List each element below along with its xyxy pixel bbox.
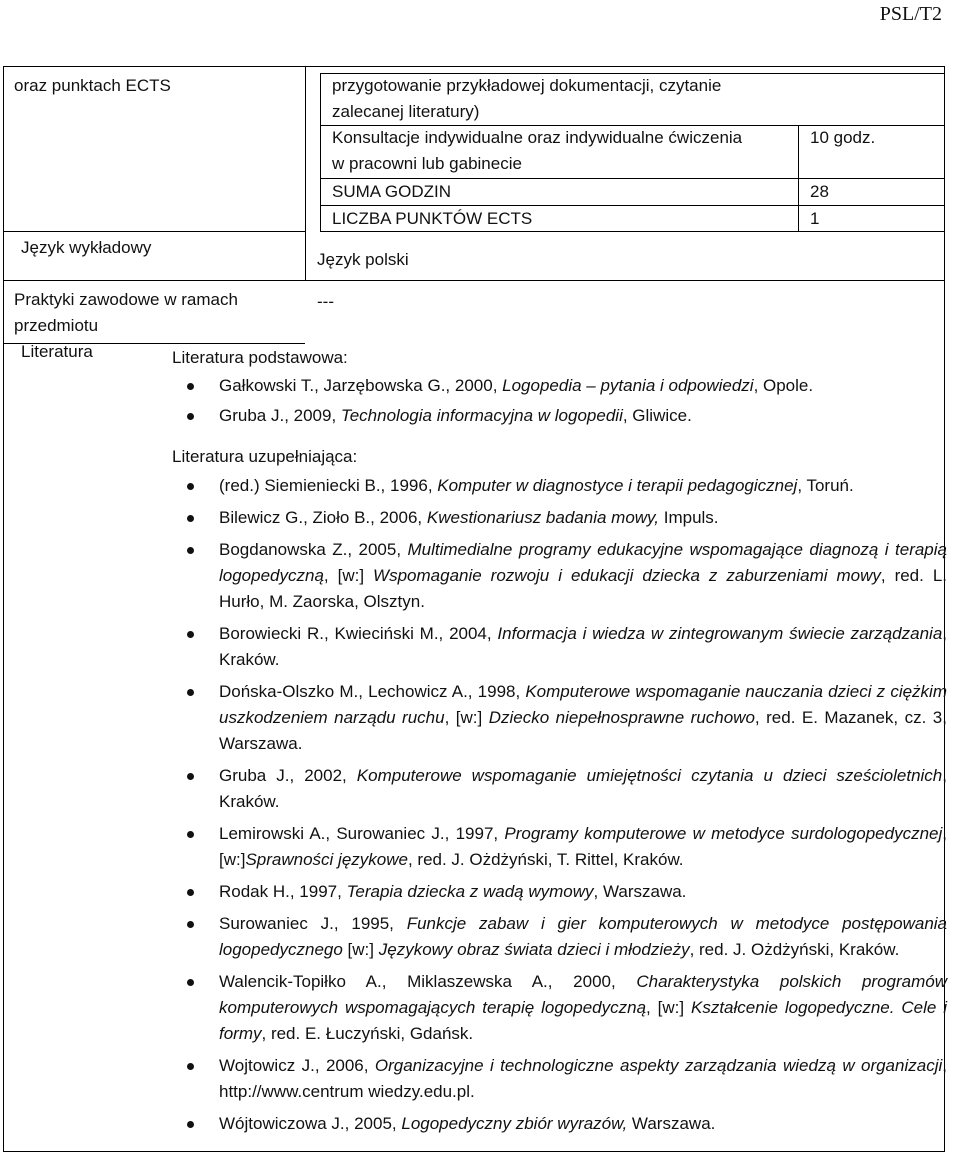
item-title: Sprawności językowe <box>245 850 408 869</box>
item-text: Dońska-Olszko M., Lechowicz A., 1998, <box>219 682 526 701</box>
item-text: , [w:] <box>219 824 947 869</box>
item-text: Warszawa. <box>627 1114 716 1133</box>
literature-item <box>172 403 947 429</box>
supplementary-literature-list <box>172 473 947 1137</box>
item-title: Funkcje zabaw i gier komputerowych w metodyce postępowania logopedycznego <box>219 914 948 959</box>
item-title: Komputer w diagnostyce i terapii pedagogicznej <box>437 476 798 495</box>
item-title: Komputerowe wspomaganie umiejętności czytania u dzieci sześcioletnich <box>356 766 943 785</box>
practice-label-line2: przedmiotu <box>14 316 99 335</box>
item-text: Wójtowiczowa J., 2005, <box>219 1114 402 1133</box>
literature-item <box>172 1053 947 1105</box>
item-text: , [w:] <box>444 708 489 727</box>
bullet-icon <box>187 921 194 928</box>
item-text: , Gliwice. <box>622 406 692 425</box>
literature-item <box>172 373 947 399</box>
ects-label: oraz punktach ECTS <box>14 76 171 95</box>
item-text: Bilewicz G., Zioło B., 2006, <box>219 508 427 527</box>
item-text: Surowaniec J., 1995, <box>219 914 407 933</box>
basic-literature-heading: Literatura podstawowa: <box>172 348 348 367</box>
bullet-icon <box>187 413 194 420</box>
consult-line1: Konsultacje indywidualne oraz indywidualne ćwiczenia <box>332 128 743 147</box>
bullet-icon <box>187 547 194 554</box>
item-text: , [w:] <box>646 998 691 1017</box>
bullet-icon <box>187 383 194 390</box>
practice-label-line1: Praktyki zawodowe w ramach <box>14 290 238 309</box>
item-text: , Kraków. <box>219 624 948 669</box>
item-text: , Warszawa. <box>593 882 687 901</box>
literature-item <box>172 969 947 1047</box>
literature-item <box>172 1111 947 1137</box>
item-title: Charakterystyka polskich programów komputerowych wspomagających terapię logopedyczną <box>219 972 947 1017</box>
item-text: Bogdanowska Z., 2005, <box>219 540 408 559</box>
item-title: Technologia informacyjna w logopedii <box>340 406 623 425</box>
ects-points-value: 1 <box>810 209 820 228</box>
language-value: Język polski <box>317 250 409 269</box>
item-text: , red. J. Ożdżyński, Kraków. <box>689 940 900 959</box>
item-text: [w:] <box>342 940 379 959</box>
item-title: Kwestionariusz badania mowy, <box>426 508 660 527</box>
consult-hours: 10 godz. <box>810 128 876 147</box>
item-text: Rodak H., 1997, <box>219 882 347 901</box>
ects-points-label: LICZBA PUNKTÓW ECTS <box>332 209 533 228</box>
prep-line2: zalecanej literatury) <box>332 102 480 121</box>
item-text: Gruba J., 2002, <box>219 766 357 785</box>
supplementary-literature-heading: Literatura uzupełniająca: <box>172 447 358 466</box>
item-title: Językowy obraz świata dzieci i młodzieży <box>378 940 690 959</box>
item-title: Komputerowe wspomaganie nauczania dzieci z ciężkim uszkodzeniem narządu ruchu <box>219 682 947 727</box>
syllabus-table <box>3 66 948 1152</box>
bullet-icon <box>187 831 194 838</box>
item-text: , Toruń. <box>797 476 854 495</box>
item-text: (red.) Siemieniecki B., 1996, <box>219 476 438 495</box>
literature-label: Literatura <box>21 342 93 361</box>
item-text: Walencik-Topiłko A., Miklaszewska A., 2000, <box>219 972 637 991</box>
item-text: , red. J. Ożdżyński, T. Rittel, Kraków. <box>407 850 684 869</box>
literature-item <box>172 505 947 531</box>
literature-item <box>172 821 947 873</box>
bullet-icon <box>187 1063 194 1070</box>
bullet-icon <box>187 689 194 696</box>
sum-label: SUMA GODZIN <box>332 182 452 201</box>
item-text: Lemirowski A., Surowaniec J., 1997, <box>219 824 505 843</box>
literature-item <box>172 763 947 815</box>
bullet-icon <box>187 1121 194 1128</box>
bullet-icon <box>187 889 194 896</box>
item-text: , red. E. Mazanek, cz. 3, Warszawa. <box>219 708 947 753</box>
item-text: , Kraków. <box>219 766 947 811</box>
literature-item <box>172 879 947 905</box>
item-title: Dziecko niepełnosprawne ruchowo <box>488 708 755 727</box>
item-title: Wspomaganie rozwoju i edukacji dziecka z zaburzeniami mowy <box>373 566 881 585</box>
page-code: PSL/T2 <box>879 3 942 25</box>
bullet-icon <box>187 515 194 522</box>
literature-item <box>172 621 947 673</box>
language-label: Język wykładowy <box>21 238 152 257</box>
item-text: , Opole. <box>753 376 814 395</box>
item-title: Informacja i wiedza w zintegrowanym świecie zarządzania <box>497 624 943 643</box>
item-title: Kształcenie logopedyczne. Cele i formy <box>219 998 947 1043</box>
literature-item <box>172 473 947 499</box>
item-title: Terapia dziecka z wadą wymowy <box>346 882 594 901</box>
item-title: Logopedia – pytania i odpowiedzi <box>502 376 754 395</box>
item-text: , red. L. Hurło, M. Zaorska, Olsztyn. <box>219 566 948 611</box>
bullet-icon <box>187 979 194 986</box>
consult-line2: w pracowni lub gabinecie <box>332 154 522 173</box>
item-text: Borowiecki R., Kwieciński M., 2004, <box>219 624 498 643</box>
item-text: Wojtowicz J., 2006, <box>219 1056 375 1075</box>
item-title: Programy komputerowe w metodyce surdologopedycznej <box>504 824 943 843</box>
literature-item <box>172 537 947 615</box>
bullet-icon <box>187 773 194 780</box>
practice-value: --- <box>317 292 334 311</box>
bullet-icon <box>187 483 194 490</box>
basic-literature-list <box>172 373 947 429</box>
item-title: Multimedialne programy edukacyjne wspomagające diagnozą i terapią logopedyczną <box>219 540 947 585</box>
item-text: , [w:] <box>323 566 374 585</box>
item-text: , red. E. Łuczyński, Gdańsk. <box>261 1024 474 1043</box>
item-title: Organizacyjne i technologiczne aspekty zarządzania wiedzą w organizacji <box>374 1056 943 1075</box>
prep-line1: przygotowanie przykładowej dokumentacji, czytanie <box>332 76 722 95</box>
literature-item <box>172 911 947 963</box>
item-text: Impuls. <box>659 508 719 527</box>
item-text: Gruba J., 2009, <box>219 406 341 425</box>
sum-value: 28 <box>810 182 829 201</box>
item-text: , http://www.centrum wiedzy.edu.pl. <box>219 1056 947 1101</box>
item-title: Logopedyczny zbiór wyrazów, <box>401 1114 628 1133</box>
item-text: Gałkowski T., Jarzębowska G., 2000, <box>219 376 503 395</box>
literature-item <box>172 679 947 757</box>
bullet-icon <box>187 631 194 638</box>
